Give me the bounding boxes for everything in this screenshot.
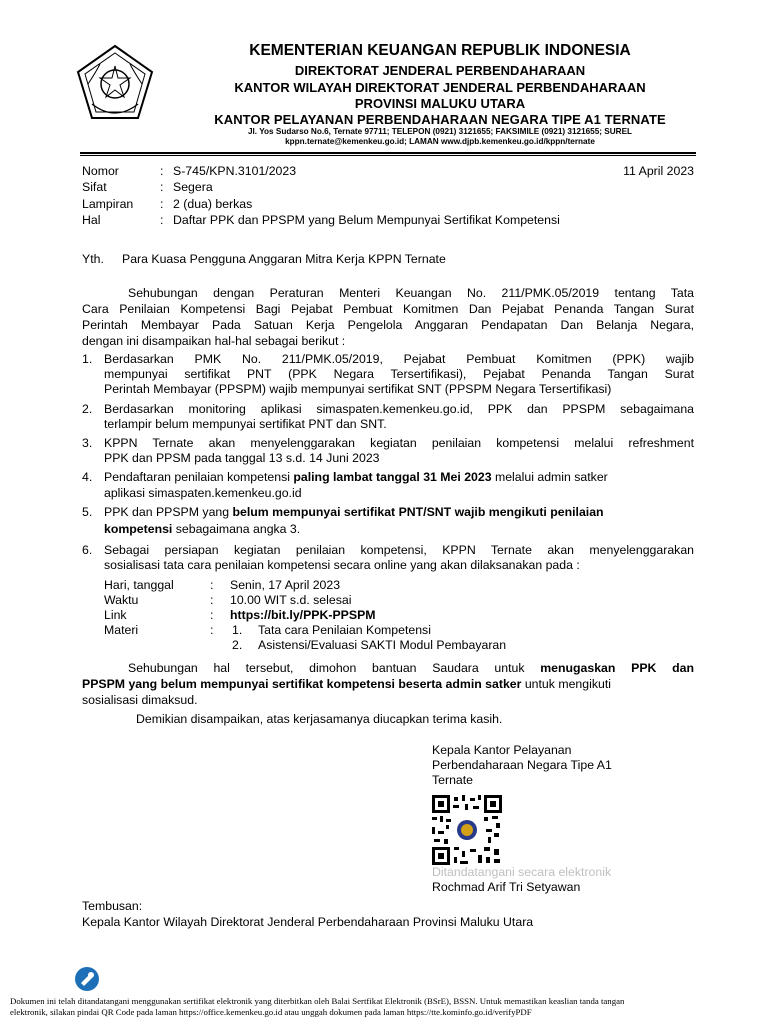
schedule-colon: : [210, 608, 214, 622]
item-5-line [104, 521, 694, 537]
schedule-time: 10.00 WIT s.d. selesai [230, 593, 352, 607]
recipient-name: Para Kuasa Pengguna Anggaran Mitra Kerja KPPN Ternate [122, 252, 446, 266]
item-5-emphasis: belum mempunyai sertifikat PNT/SNT wajib mengikuti penilaian [232, 505, 604, 519]
sifat-value: Segera [173, 180, 213, 194]
closing-line [128, 660, 694, 676]
item-number: 1. [82, 352, 93, 366]
item-5-emphasis: kompetensi [104, 522, 173, 536]
signatory-name: Rochmad Arif Tri Setyawan [432, 880, 581, 894]
meta-colon: : [160, 197, 164, 211]
footer-line: Dokumen ini telah ditandatangani menggunakan sertifikat elektronik yang diterbitkan oleh Balai Sertfikat Elektronik (BSrE), BSSN. Untuk memastikan keaslian tanda tangan [10, 996, 625, 1006]
sifat-label: Sifat [82, 180, 107, 194]
intro-line: Perintah Membayar Pada Satuan Kerja Pengelola Anggaran Pendapatan Dan Belanja Negara, [82, 318, 694, 332]
letterhead-regional-office: KANTOR WILAYAH DIREKTORAT JENDERAL PERBENDAHARAAN [234, 80, 646, 95]
material-number: 2. [232, 638, 243, 652]
intro-line: dengan ini disampaikan hal-hal sebagai berikut : [82, 334, 346, 348]
item-1-line: Perintah Membayar (PPSPM) wajib mempunyai sertifikat SNT (PPSPM Negara Tersertifikasi) [104, 382, 612, 396]
item-4-text: melalui admin satker [491, 470, 608, 484]
item-number: 6. [82, 543, 93, 557]
item-1-line: mempunyai sertifikat PNT (PPK Negara Tersertifikasi), Pejabat Penanda Tangan Surat [104, 367, 694, 381]
item-5-text: sebagaimana angka 3. [172, 522, 301, 536]
letterhead-ministry: KEMENTERIAN KEUANGAN REPUBLIK INDONESIA [249, 42, 631, 59]
yth-label: Yth. [82, 252, 104, 266]
hal-label: Hal [82, 213, 101, 227]
closing-text: Sehubungan hal tersebut, dimohon bantuan Saudara untuk [128, 661, 541, 675]
closing-emphasis: PPSPM yang belum mempunyai sertifikat kompetensi beserta admin satker [82, 677, 522, 691]
schedule-colon: : [210, 578, 214, 592]
item-4-line [104, 469, 694, 485]
lampiran-value: 2 (dua) berkas [173, 197, 253, 211]
item-number: 4. [82, 470, 93, 484]
material-item: Asistensi/Evaluasi SAKTI Modul Pembayaran [258, 638, 507, 652]
closing-line [82, 676, 611, 692]
signatory-title: Ternate [432, 773, 474, 787]
item-6-line: Sebagai persiapan kegiatan penilaian kompetensi, KPPN Ternate akan menyelenggarakan [104, 543, 694, 557]
e-signature-disclaimer [10, 996, 758, 1018]
meta-colon: : [160, 213, 164, 227]
letterhead-rule-thin [80, 155, 696, 156]
closing-line: sosialisasi dimaksud. [82, 693, 198, 707]
ministry-emblem-icon [74, 44, 156, 126]
schedule-material-label: Materi [104, 623, 139, 637]
letterhead-province: PROVINSI MALUKU UTARA [354, 96, 526, 111]
item-5-text: PPK dan PPSPM yang [104, 505, 233, 519]
item-4-line: aplikasi simaspaten.kemenkeu.go.id [104, 486, 302, 500]
item-6-line: sosialisasi tata cara penilaian kompetensi secara online yang akan dilaksanakan pada : [104, 558, 580, 572]
letterhead-contact: kppn.ternate@kemenkeu.go.id; LAMAN www.djpb.kemenkeu.go.id/kppn/ternate [285, 137, 595, 146]
schedule-link[interactable]: https://bit.ly/PPK-PPSPM [230, 608, 376, 622]
item-2-line: Berdasarkan monitoring aplikasi simaspaten.kemenkeu.go.id, PPK dan PPSPM sebagaimana [104, 402, 694, 416]
item-3-line: PPK dan PPSM pada tanggal 13 s.d. 14 Juni 2023 [104, 451, 380, 465]
signatory-title: Kepala Kantor Pelayanan [432, 743, 572, 757]
letter-date: 11 April 2023 [623, 164, 694, 178]
item-5-line [104, 504, 694, 520]
item-number: 3. [82, 436, 93, 450]
item-4-text: Pendaftaran penilaian kompetensi [104, 470, 294, 484]
intro-line: Sehubungan dengan Peraturan Menteri Keuangan No. 211/PMK.05/2019 tentang Tata [128, 286, 694, 300]
lampiran-label: Lampiran [82, 197, 134, 211]
closing-text: untuk mengikuti [521, 677, 611, 691]
schedule-time-label: Waktu [104, 593, 139, 607]
letterhead-directorate: DIREKTORAT JENDERAL PERBENDAHARAAN [294, 63, 586, 78]
schedule-colon: : [210, 623, 214, 637]
schedule-link-label: Link [104, 608, 127, 622]
letterhead-address: Jl. Yos Sudarso No.6, Ternate 97711; TELEPON (0921) 3121655; FAKSIMILE (0921) 3121655; SUREL [247, 127, 633, 136]
item-1-line: Berdasarkan PMK No. 211/PMK.05/2019, Pejabat Pembuat Komitmen (PPK) wajib [104, 352, 694, 366]
item-number: 2. [82, 402, 93, 416]
material-number: 1. [232, 623, 243, 637]
material-item: Tata cara Penilaian Kompetensi [258, 623, 431, 637]
letterhead-office: KANTOR PELAYANAN PERBENDAHARAAN NEGARA TIPE A1 TERNATE [214, 112, 666, 127]
cc-label: Tembusan: [82, 899, 143, 913]
item-4-deadline: paling lambat tanggal 31 Mei 2023 [293, 470, 492, 484]
schedule-date-label: Hari, tanggal [104, 578, 174, 592]
bsre-logo-icon [74, 966, 100, 992]
hal-value: Daftar PPK dan PPSPM yang Belum Mempunyai Sertifikat Kompetensi [173, 213, 560, 227]
qr-code-icon [432, 795, 502, 865]
schedule-date: Senin, 17 April 2023 [230, 578, 341, 592]
cc-item: Kepala Kantor Wilayah Direktorat Jenderal Perbendaharaan Provinsi Maluku Utara [82, 915, 534, 929]
nomor-value: S-745/KPN.3101/2023 [173, 164, 297, 178]
item-3-line: KPPN Ternate akan menyelenggarakan kegiatan penilaian kompetensi melalui refreshment [104, 436, 694, 450]
footer-line: elektronik, silakan pindai QR Code pada laman https://office.kemenkeu.go.id atau unggah dokumen pada laman https://tte.kominfo.go.id/verifyPDF [10, 1007, 532, 1017]
meta-colon: : [160, 164, 164, 178]
item-2-line: terlampir belum mempunyai sertifikat PNT dan SNT. [104, 417, 387, 431]
item-number: 5. [82, 505, 93, 519]
e-signature-note: Ditandatangani secara elektronik [432, 865, 612, 879]
letterhead-rule [80, 152, 696, 154]
schedule-colon: : [210, 593, 214, 607]
nomor-label: Nomor [82, 164, 119, 178]
signatory-title: Perbendaharaan Negara Tipe A1 [432, 758, 612, 772]
closing-emphasis: menugaskan PPK dan [540, 661, 694, 675]
closing-thanks: Demikian disampaikan, atas kerjasamanya diucapkan terima kasih. [136, 712, 503, 726]
meta-colon: : [160, 180, 164, 194]
intro-line: Cara Penilaian Kompetensi Bagi Pejabat Pembuat Komitmen Dan Pejabat Penanda Tangan Surat [82, 302, 694, 316]
